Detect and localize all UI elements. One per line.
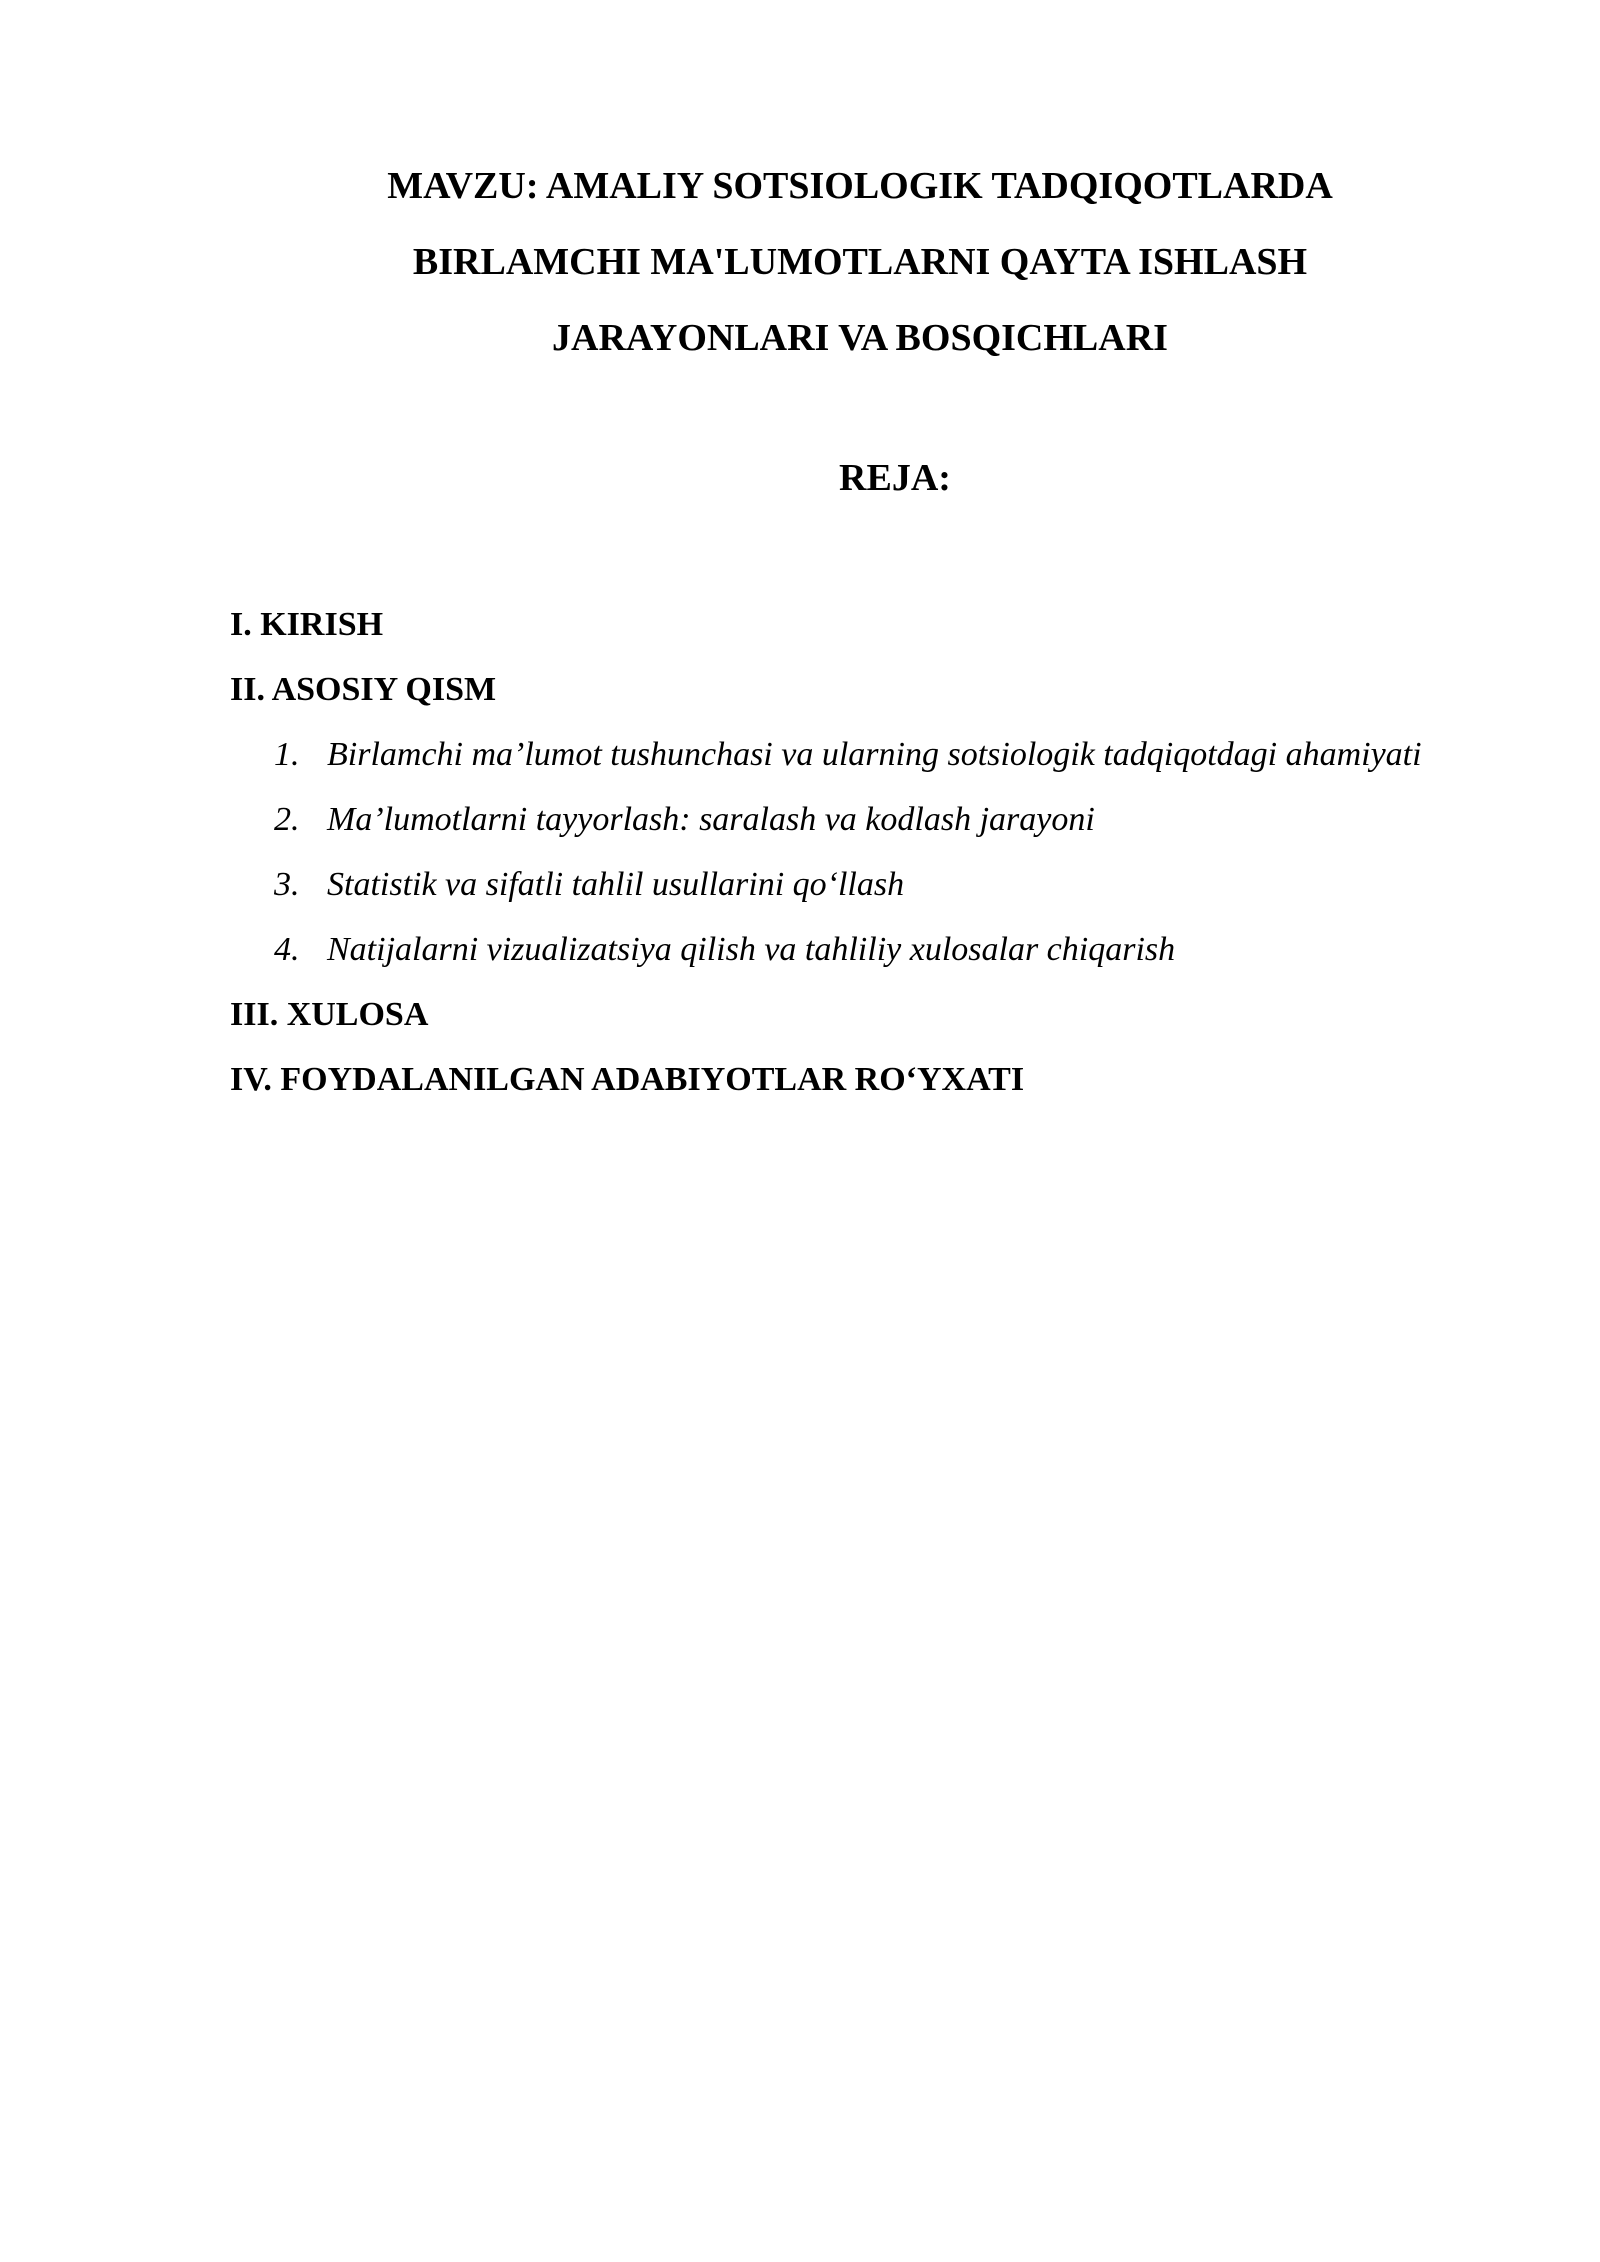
section-main-part: II. ASOSIY QISM — [230, 671, 497, 708]
list-item-number: 2. — [274, 801, 300, 838]
list-item-number: 4. — [274, 931, 300, 968]
main-part-sublist — [230, 722, 1492, 982]
list-item-number: 3. — [274, 866, 300, 903]
list-item-text: Statistik va sifatli tahlil usullarini qo‘llash — [327, 866, 905, 903]
section-conclusion: III. XULOSA — [230, 996, 429, 1033]
title-line-1: MAVZU: AMALIY SOTSIOLOGIK TADQIQOTLARDA — [387, 165, 1333, 207]
list-item — [230, 852, 1492, 917]
plan-heading: REJA: — [839, 457, 951, 499]
list-item-text: Birlamchi ma’lumot tushunchasi va ularning sotsiologik tadqiqotdagi ahamiyati — [327, 736, 1422, 773]
section-references: IV. FOYDALANILGAN ADABIYOTLAR RO‘YXATI — [230, 1061, 1025, 1098]
document-title — [230, 148, 1490, 376]
list-item-text: Ma’lumotlarni tayyorlash: saralash va kodlash jarayoni — [327, 801, 1095, 838]
section-introduction: I. KIRISH — [230, 606, 384, 643]
title-line-3: JARAYONLARI VA BOSQICHLARI — [552, 317, 1168, 359]
list-item-text: Natijalarni vizualizatsiya qilish va tahliliy xulosalar chiqarish — [327, 931, 1176, 968]
plan-outline — [230, 592, 1492, 1112]
list-item — [230, 787, 1492, 852]
list-item-number: 1. — [274, 736, 300, 773]
list-item — [230, 917, 1492, 982]
title-line-2: BIRLAMCHI MA'LUMOTLARNI QAYTA ISHLASH — [412, 241, 1308, 283]
list-item — [230, 722, 1492, 787]
